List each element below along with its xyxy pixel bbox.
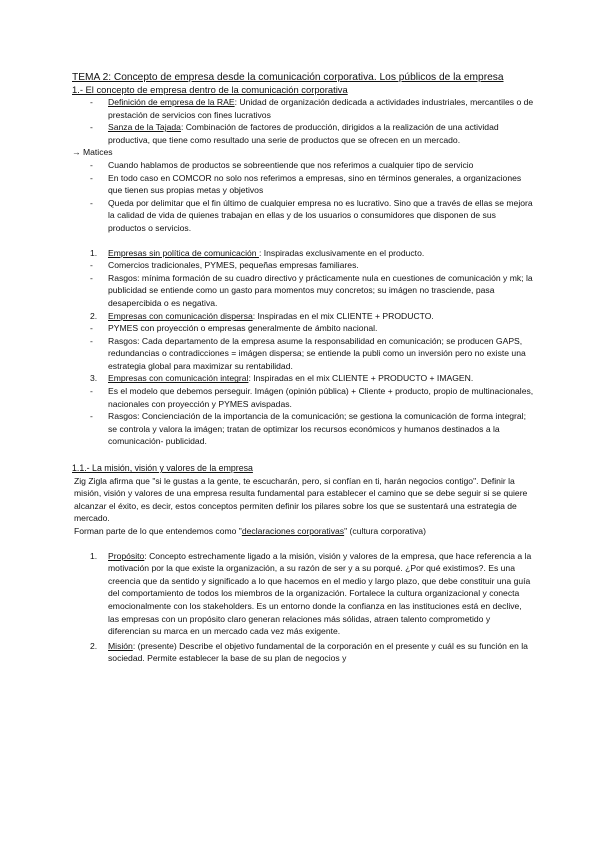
matiz-item: - Cuando hablamos de productos se sobreentiende que nos referimos a cualquier tipo de servicio: [72, 159, 534, 172]
document-title: TEMA 2: Concepto de empresa desde la comunicación corporativa. Los públicos de la empresa: [72, 72, 504, 83]
document-page: [72, 71, 534, 667]
section-1-heading: 1.- El concepto de empresa dentro de la comunicación corporativa: [72, 84, 348, 95]
declaration-item: [72, 640, 534, 665]
bullet-item: - Es el modelo que debemos perseguir. Imágen (opinión pública) + Cliente + producto, propio de multinacionales, nacionales con proyección y PYMES avispadas.: [72, 385, 534, 410]
matiz-item: - Queda por delimitar que el fin último de cualquier empresa no es lucrativo. Sino que a través de ellas se mejora la calidad de vida de quienes trabajan en ellas y de los usuarios o consumidores que disponen de sus productos o servicios.: [72, 197, 534, 235]
bullet-item: - Rasgos: mínima formación de su cuadro directivo y prácticamente nula en cuestiones de comunicación y mk; la publicidad se entiende como un gasto para momentos muy concretos; su imágen no trasciende, pasa desapercibida o es negativa.: [72, 272, 534, 310]
bullet-item: - Comercios tradicionales, PYMES, pequeñas empresas familiares.: [72, 259, 534, 272]
company-type-text: : Inspiradas en el mix CLIENTE + PRODUCTO.: [252, 310, 434, 321]
company-type-bullets: [72, 385, 534, 448]
company-type-text: : Inspiradas exclusivamente en el producto.: [258, 247, 425, 258]
company-type-term: Empresas con comunicación dispersa: [108, 310, 253, 321]
matices-label: → Matices: [72, 147, 113, 158]
declaraciones-prefix: Forman parte de lo que entendemos como ": [74, 526, 242, 536]
item-number: 2.: [90, 640, 98, 651]
declarations-list: [72, 550, 534, 665]
section-1-1-intro: Zig Zigla afirma que "si le gustas a la gente, te escucharán, pero, si confían en ti, harán negocios contigo". Definir la misión, visión y valores de una empresa resulta fundamental para establecer el camino que se debe seguir si se quiere alcanzar el éxito, es decir, estos conceptos permiten definir los pilares sobre los que se sustentará una estrategia de mercado.: [74, 475, 528, 524]
item-number: 1.: [90, 550, 98, 561]
matiz-item: - En todo caso en COMCOR no solo nos referimos a empresas, sino en términos generales, a organizaciones que tienen sus propias metas y objetivos: [72, 172, 534, 197]
declaraciones-term: declaraciones corporativas: [241, 526, 345, 536]
section-1-1-heading: 1.1.- La misión, visión y valores de la empresa: [72, 463, 253, 474]
definition-text: : Unidad de organización dedicada a actividades industriales, mercantiles o de prestación de servicios con fines lucrativos: [108, 97, 534, 120]
company-type-term: Empresas con comunicación integral: [108, 373, 249, 384]
declaration-item: [72, 550, 534, 638]
matices-list: [72, 159, 534, 235]
company-type-item: [72, 247, 534, 260]
company-type-item: [72, 310, 534, 323]
declaraciones-suffix: " (cultura corporativa): [344, 526, 426, 536]
company-type-text: : Inspiradas en el mix CLIENTE + PRODUCTO + IMAGEN.: [248, 373, 474, 384]
definition-text: : Combinación de factores de producción, dirigidos a la realización de una actividad productiva, que tiene como resultado una serie de productos que se ofrecen en un mercado.: [108, 122, 499, 145]
declaration-term: Propósito: [108, 550, 145, 561]
item-number: 3.: [90, 373, 98, 384]
definition-term: Sanza de la Tajada: [108, 122, 181, 133]
bullet-item: - Rasgos: Concienciación de la importancia de la comunicación; se gestiona la comunicación de forma integral; se controla y valora la imágen; tratan de optimizar los recursos económicos y humanos destinados a la comunicación- publicidad.: [72, 410, 534, 448]
declaration-term: Misión: [108, 640, 133, 651]
definition-term: Definición de empresa de la RAE: [108, 97, 235, 107]
company-type-bullets: [72, 322, 534, 372]
declaration-text: : (presente) Describe el objetivo fundamental de la corporación en el presente y cuál es su función en la sociedad. Permite establecer la base de su plan de negocios y: [108, 640, 528, 664]
company-type-item: [72, 372, 534, 385]
definitions-list: [72, 96, 534, 146]
definition-item: [72, 96, 534, 121]
definition-item: [72, 121, 534, 146]
item-number: 2.: [90, 310, 98, 321]
company-type-bullets: [72, 259, 534, 309]
declaration-text: : Concepto estrechamente ligado a la misión, visión y valores de la empresa, que hace referencia a la motivación por la que existe la organización, a su razón de ser y a su porqué. ¿Por qué existimos?. Es una creencia que da sentido y significado a lo que hacemos en el medio y largo plazo, que debe constituir una guía del comportamiento de todos los miembros de la organización. Fortalece la cultura organizacional y conecta emocionalmente con los stakeholders. Es un entorno donde la confianza en las instituciones está en declive, las empresas con un propósito claro generan relaciones más sólidas, atraen talento comprometido y diferencian su marca en un mercado cada vez más exigente.: [108, 550, 532, 637]
bullet-item: - PYMES con proyección o empresas generalmente de ámbito nacional.: [72, 322, 534, 335]
declaraciones-line: [72, 525, 534, 538]
company-type-term: Empresas sin política de comunicación: [108, 247, 259, 258]
item-number: 1.: [90, 247, 98, 258]
bullet-item: - Rasgos: Cada departamento de la empresa asume la responsabilidad en comunicación; se producen GAPS, redundancias o contradicciones = imágen dispersa; se entiende la publi como un inversión pero no existe una estrategia global para maximizar su rentabilidad.: [72, 335, 534, 373]
